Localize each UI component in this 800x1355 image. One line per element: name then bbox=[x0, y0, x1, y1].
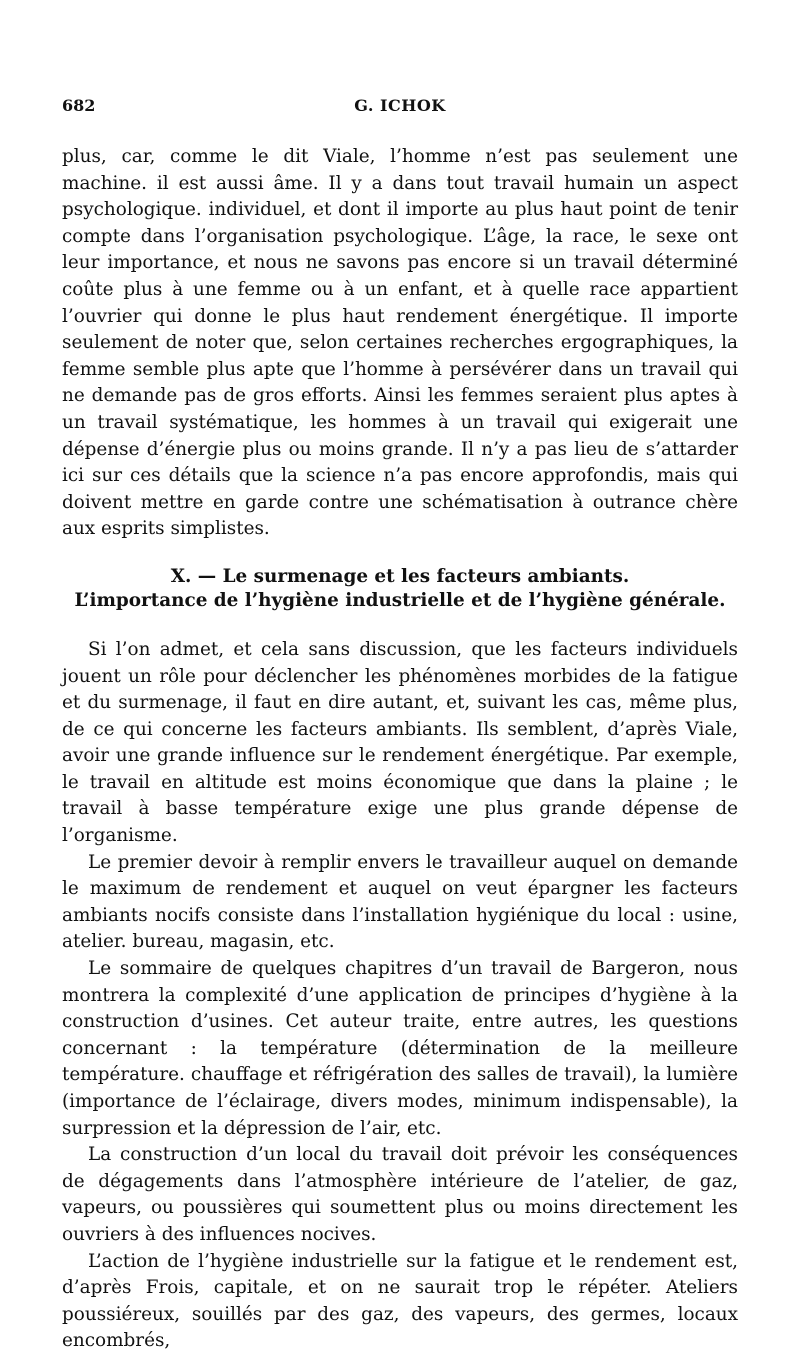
section-heading-line-1: X. — Le surmenage et les facteurs ambiants. bbox=[170, 565, 630, 587]
section-heading-line-2: L’importance de l’hygiène industrielle et de l’hygiène générale. bbox=[74, 589, 726, 611]
page-number: 682 bbox=[62, 96, 96, 115]
paragraph-continued: plus, car, comme le dit Viale, l’homme n’est pas seulement une machine. il est aussi âme. Il y a dans tout travail humain un aspect psychologique. individuel, et dont il importe au plus haut point de tenir compte dans l’organisation psychologique. L’âge, la race, le sexe ont leur importance, et nous ne savons pas encore si un travail déterminé coûte plus à une femme ou à un enfant, et à quelle race appartient l’ouvrier qui donne le plus haut rendement énergétique. Il importe seulement de noter que, selon certaines recherches ergographiques, la femme semble plus apte que l’homme à persévérer dans un travail qui ne demande pas de gros efforts. Ainsi les femmes seraient plus aptes à un travail systématique, les hommes à un travail qui exigerait une dépense d’énergie plus ou moins grande. Il n’y a pas lieu de s’attarder ici sur ces détails que la science n’a pas encore approfondis, mais qui doivent mettre en garde contre une schématisation à outrance chère aux esprits simplistes. bbox=[62, 146, 738, 540]
section-heading bbox=[62, 565, 738, 613]
book-page bbox=[62, 96, 738, 1355]
section-paragraph-5: L’action de l’hygiène industrielle sur la fatigue et le rendement est, d’après Frois, capitale, et on ne saurait trop le répéter. Ateliers poussiéreux, souillés par des gaz, des vapeurs, des germes, locaux encombrés, bbox=[62, 1250, 738, 1352]
section-paragraph-2: Le premier devoir à remplir envers le travailleur auquel on demande le maximum de rendement et auquel on veut épargner les facteurs ambiants nocifs consiste dans l’installation hygiénique du local : usine, atelier. bureau, magasin, etc. bbox=[62, 851, 738, 953]
section-paragraph-1: Si l’on admet, et cela sans discussion, que les facteurs individuels jouent un rôle pour déclencher les phénomènes morbides de la fatigue et du surmenage, il faut en dire autant, et, suivant les cas, même plus, de ce qui concerne les facteurs ambiants. Ils semblent, d’après Viale, avoir une grande influence sur le rendement énergétique. Par exemple, le travail en altitude est moins économique que dans la plaine ; le travail à basse température exige une plus grande dépense de l’organisme. bbox=[62, 638, 738, 847]
running-title: G. ICHOK bbox=[354, 96, 446, 115]
running-head bbox=[62, 96, 738, 126]
section-paragraph-4: La construction d’un local du travail doit prévoir les conséquences de dégagements dans l’atmosphère intérieure de l’atelier, de gaz, vapeurs, ou poussières qui soumettent plus ou moins directement les ouvriers à des influences nocives. bbox=[62, 1144, 738, 1245]
section-paragraph-3: Le sommaire de quelques chapitres d’un travail de Bargeron, nous montrera la complexité d’une application de principes d’hygiène à la construction d’usines. Cet auteur traite, entre autres, les questions concernant : la température (détermination de la meilleure température. chauffage et réfrigération des salles de travail), la lumière (importance de l’éclairage, divers modes, minimum indispensable), la surpression et la dépression de l’air, etc. bbox=[62, 958, 738, 1139]
